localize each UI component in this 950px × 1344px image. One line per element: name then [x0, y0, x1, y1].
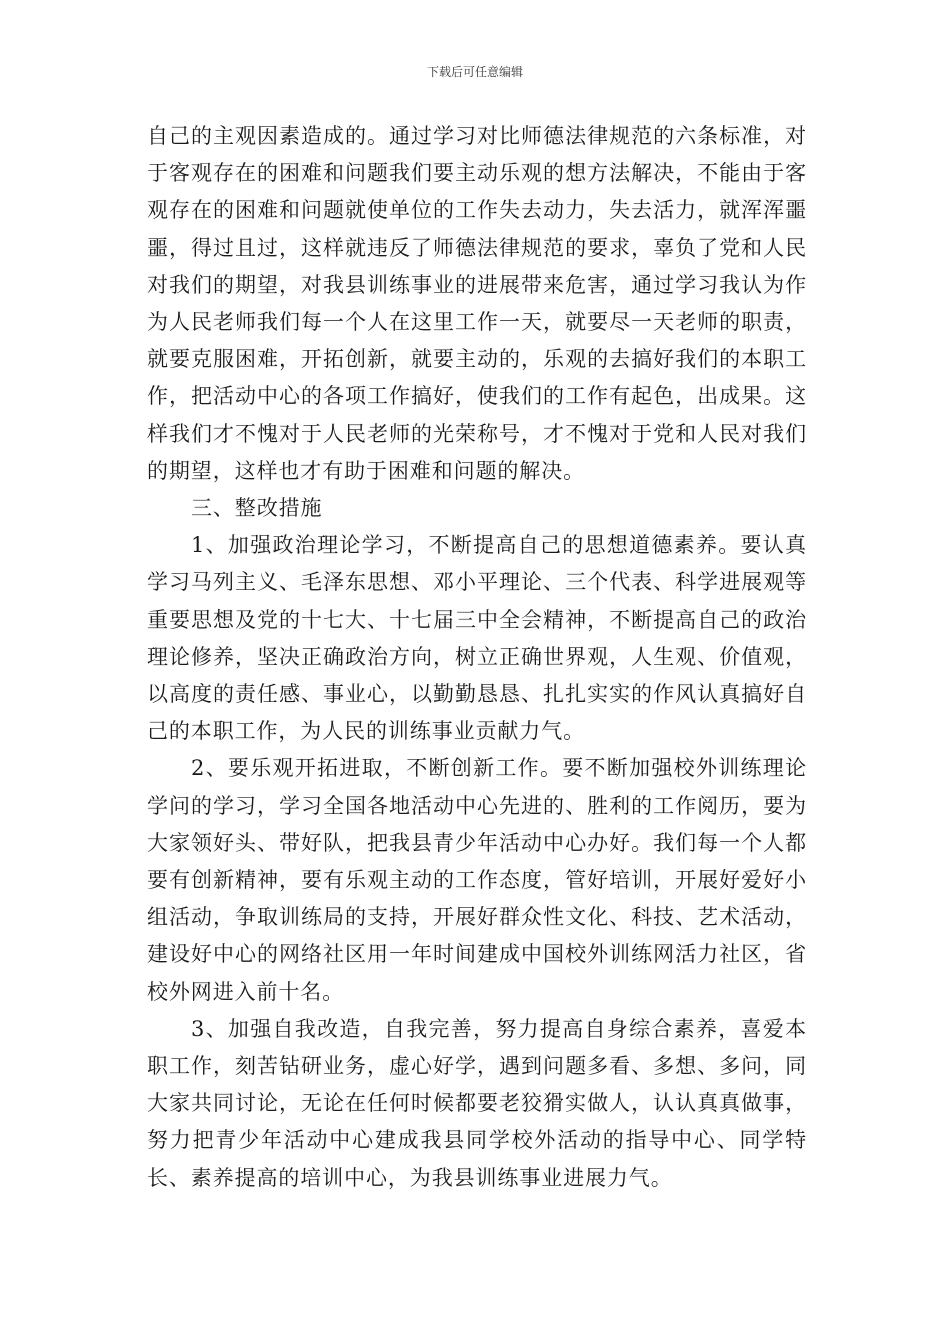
paragraph-measure-3: 3、加强自我改造，自我完善，努力提高自身综合素养，喜爱本职工作，刻苦钻研业务，虚心好学，遇到问题多看、多想、多问，同大家共同讨论，无论在任何时候都要老狡猾实做人，认认真真做事，努力把青少年活动中心建成我县同学校外活动的指导中心、同学特长、素养提高的培训中心，为我县训练事业进展力气。 [147, 1016, 807, 1190]
paragraph-measure-1: 1、加强政治理论学习，不断提高自己的思想道德素养。要认真学习马列主义、毛泽东思想、邓小平理论、三个代表、科学进展观等重要思想及党的十七大、十七届三中全会精神，不断提高自己的政治理论修养，坚决正确政治方向，树立正确世界观，人生观、价值观，以高度的责任感、事业心，以勤勤恳恳、扎扎实实的作风认真搞好自己的本职工作，为人民的训练事业贡献力气。 [147, 533, 807, 744]
page-header-note: 下载后可任意编辑 [426, 65, 523, 79]
paragraph-measure-2: 2、要乐观开拓进取，不断创新工作。要不断加强校外训练理论学问的学习，学习全国各地活动中心先进的、胜利的工作阅历，要为大家领好头、带好队，把我县青少年活动中心办好。我们每一个人都要有创新精神，要有乐观主动的工作态度，管好培训，开展好爱好小组活动，争取训练局的支持，开展好群众性文化、科技、艺术活动，建设好中心的网络社区用一年时间建成中国校外训练网活力社区，省校外网进入前十名。 [147, 756, 807, 1004]
paragraph-continuation: 自己的主观因素造成的。通过学习对比师德法律规范的六条标准，对于客观存在的困难和问题我们要主动乐观的想方法解决，不能由于客观存在的困难和问题就使单位的工作失去动力，失去活力，就浑浑噩噩，得过且过，这样就违反了师德法律规范的要求，辜负了党和人民对我们的期望，对我县训练事业的进展带来危害，通过学习我认为作为人民老师我们每一个人在这里工作一天，就要尽一天老师的职责，就要克服困难，开拓创新，就要主动的，乐观的去搞好我们的本职工作，把活动中心的各项工作搞好，使我们的工作有起色，出成果。这样我们才不愧对于人民老师的光荣称号，才不愧对于党和人民对我们的期望，这样也才有助于困难和问题的解决。 [147, 124, 807, 483]
document-body [147, 118, 807, 1197]
section-heading-rectification-measures: 三、整改措施 [191, 496, 323, 521]
